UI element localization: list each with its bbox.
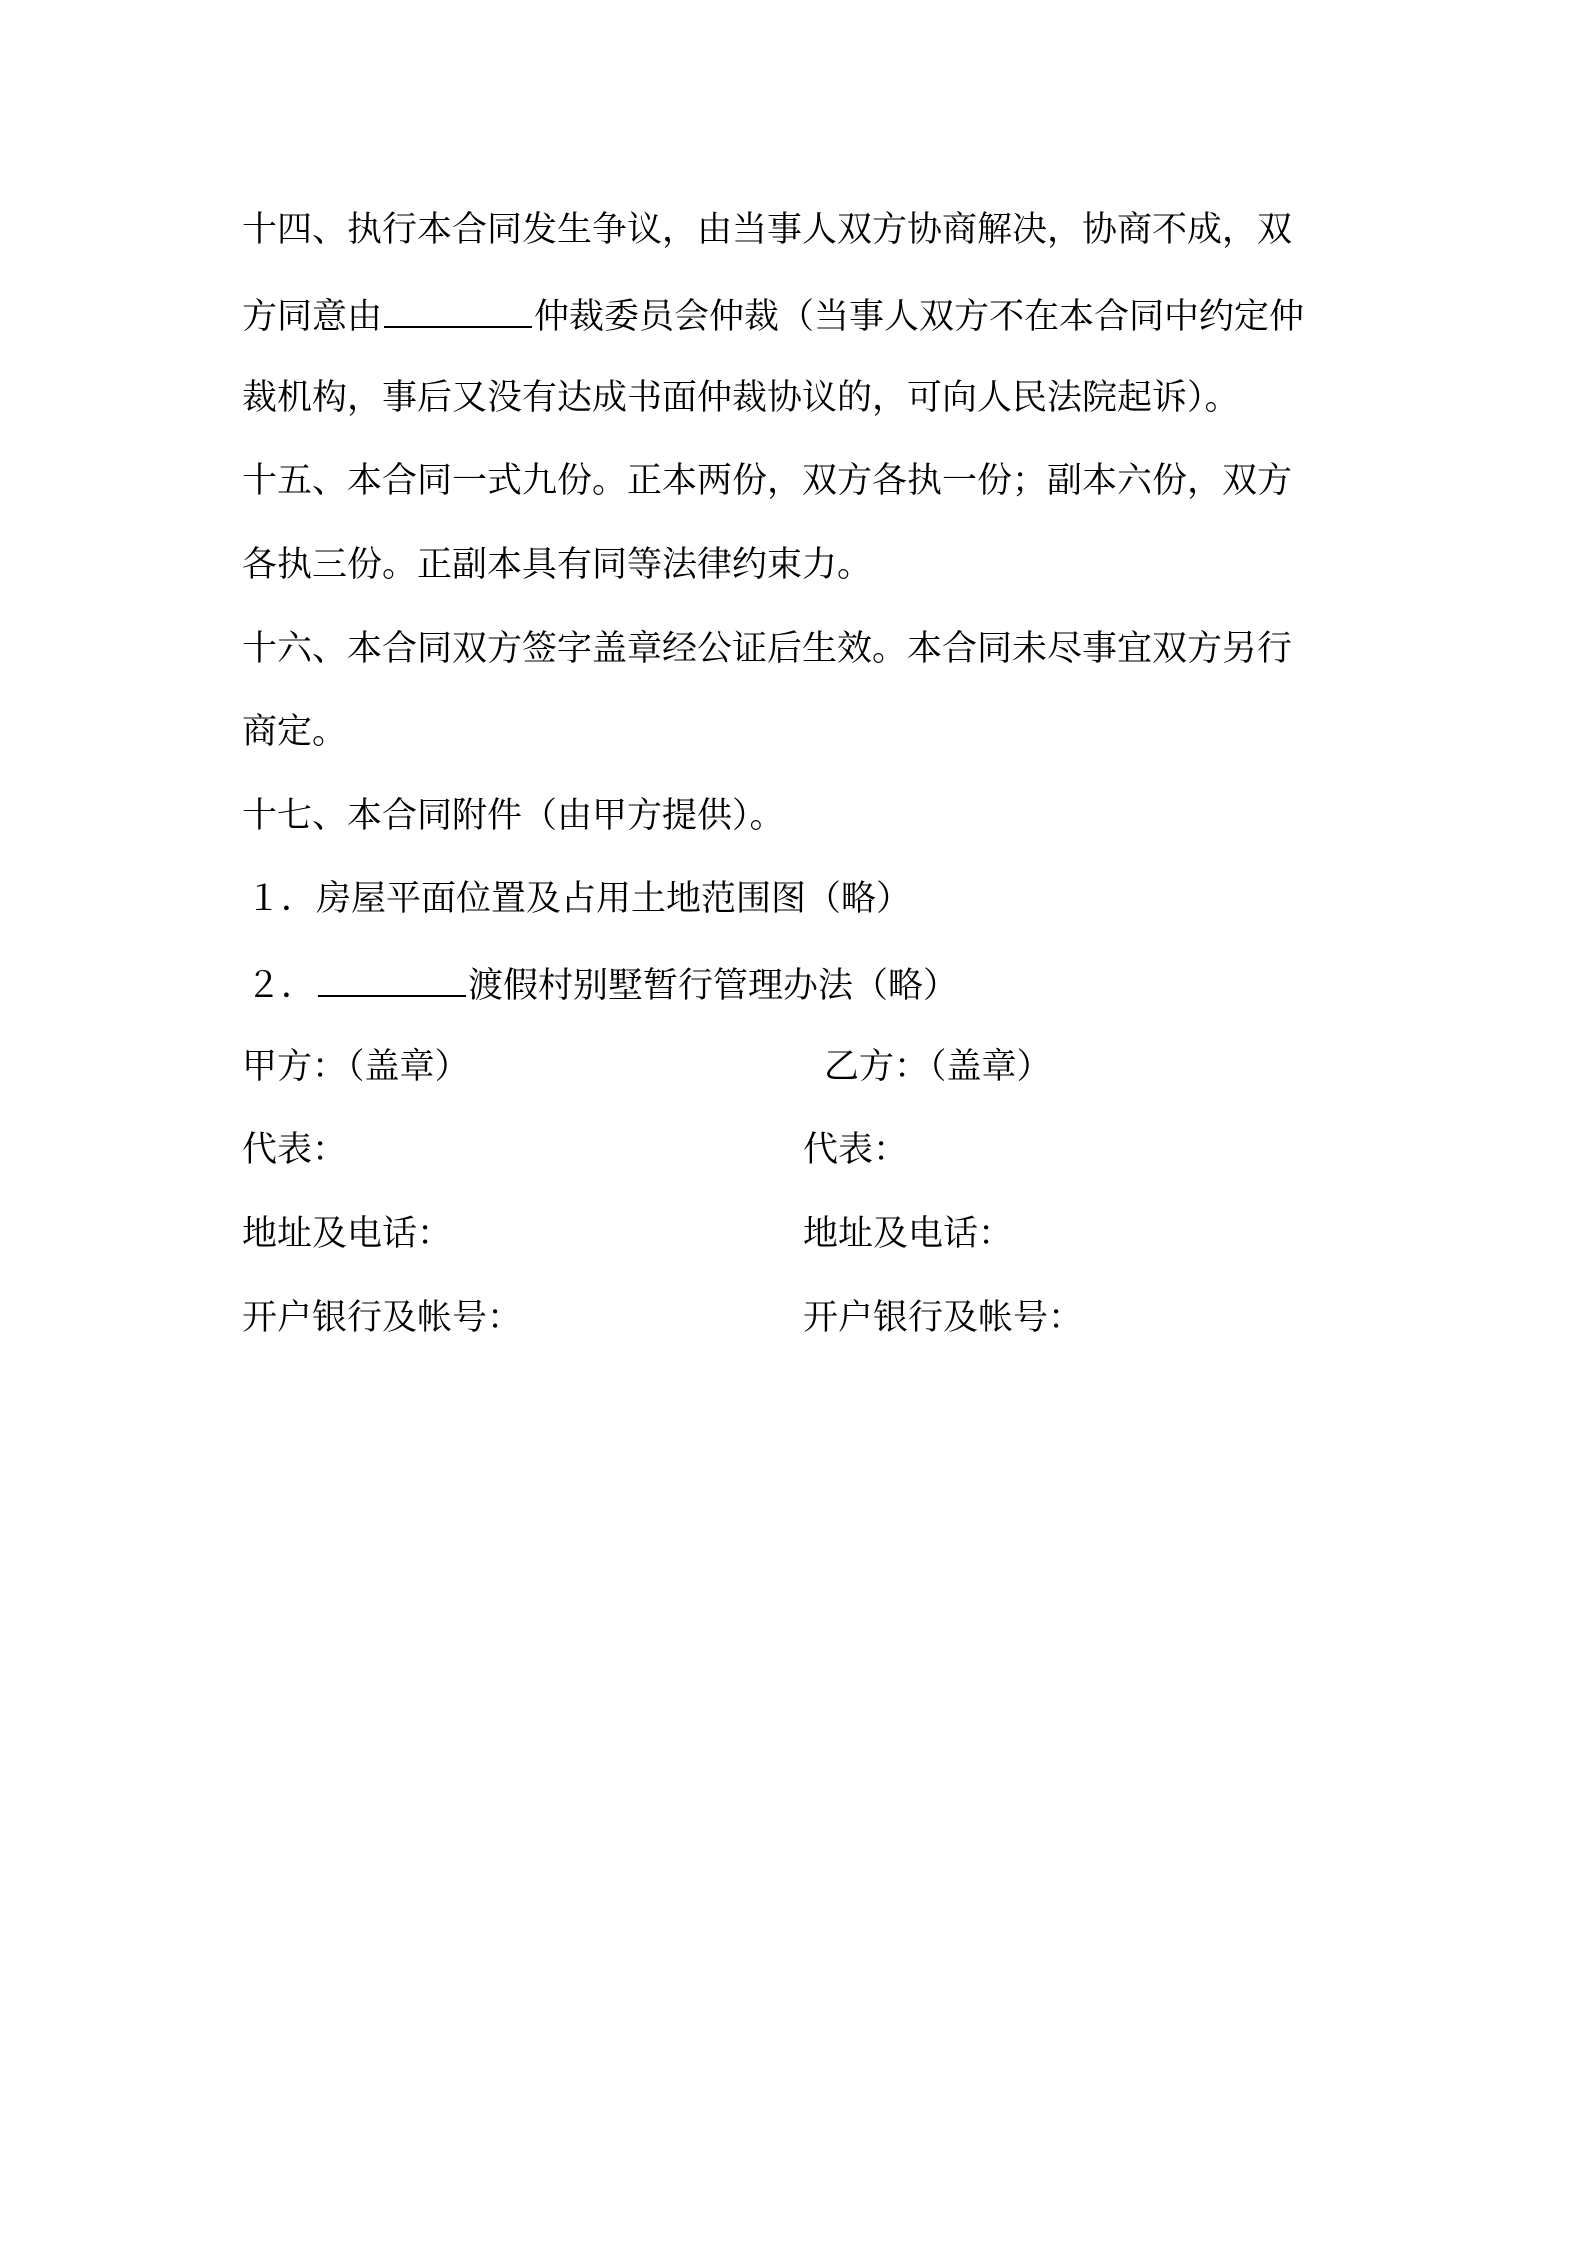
- resort-name-blank: [318, 961, 466, 997]
- clause-14-text-1: 十四、执行本合同发生争议，由当事人双方协商解决，协商不成，双: [242, 210, 1293, 250]
- arbitration-blank: [384, 292, 532, 328]
- party-a-bank-account: 开户银行及帐号：: [242, 1298, 523, 1338]
- clause-15-line-2: [242, 543, 872, 587]
- attachment-1: [246, 877, 911, 921]
- party-b-seal: 乙方：（盖章）: [824, 1047, 1052, 1087]
- party-a-representative: 代表：: [242, 1130, 348, 1170]
- clause-17-text-1: 十七、本合同附件（由甲方提供）。: [242, 796, 785, 836]
- clause-14-text-2a: 方同意由: [242, 297, 383, 337]
- clause-15-text-1: 十五、本合同一式九份。正本两份，双方各执一份；副本六份，双方: [242, 461, 1293, 501]
- attachment-1-text: １．房屋平面位置及占用土地范围图（略）: [246, 879, 912, 919]
- party-a-address-phone: 地址及电话：: [242, 1214, 453, 1254]
- clause-17-line-1: [242, 794, 785, 838]
- clause-16-line-1: [242, 627, 1292, 671]
- party-b-bank-account: 开户银行及帐号：: [803, 1298, 1084, 1338]
- party-b-representative: 代表：: [803, 1130, 909, 1170]
- clause-16-line-2: [242, 710, 347, 754]
- clause-14-line-2: [242, 292, 1304, 339]
- attachment-2-text: 渡假村别墅暂行管理办法（略）: [468, 966, 959, 1006]
- clause-14-line-1: [242, 208, 1292, 252]
- party-a-seal: 甲方：（盖章）: [242, 1047, 470, 1087]
- clause-15-text-2: 各执三份。正副本具有同等法律约束力。: [242, 545, 873, 585]
- attachment-2-number: ２．: [246, 966, 317, 1006]
- clause-16-text-1: 十六、本合同双方签字盖章经公证后生效。本合同未尽事宜双方另行: [242, 629, 1293, 669]
- clause-14-text-2b: 仲裁委员会仲裁（当事人双方不在本合同中约定仲: [534, 297, 1305, 337]
- clause-16-text-2: 商定。: [242, 712, 348, 752]
- party-b-address-phone: 地址及电话：: [803, 1214, 1014, 1254]
- clause-14-text-3: 裁机构，事后又没有达成书面仲裁协议的，可向人民法院起诉）。: [242, 378, 1240, 418]
- attachment-2: [246, 961, 958, 1008]
- clause-15-line-1: [242, 459, 1292, 503]
- clause-14-line-3: [242, 376, 1240, 420]
